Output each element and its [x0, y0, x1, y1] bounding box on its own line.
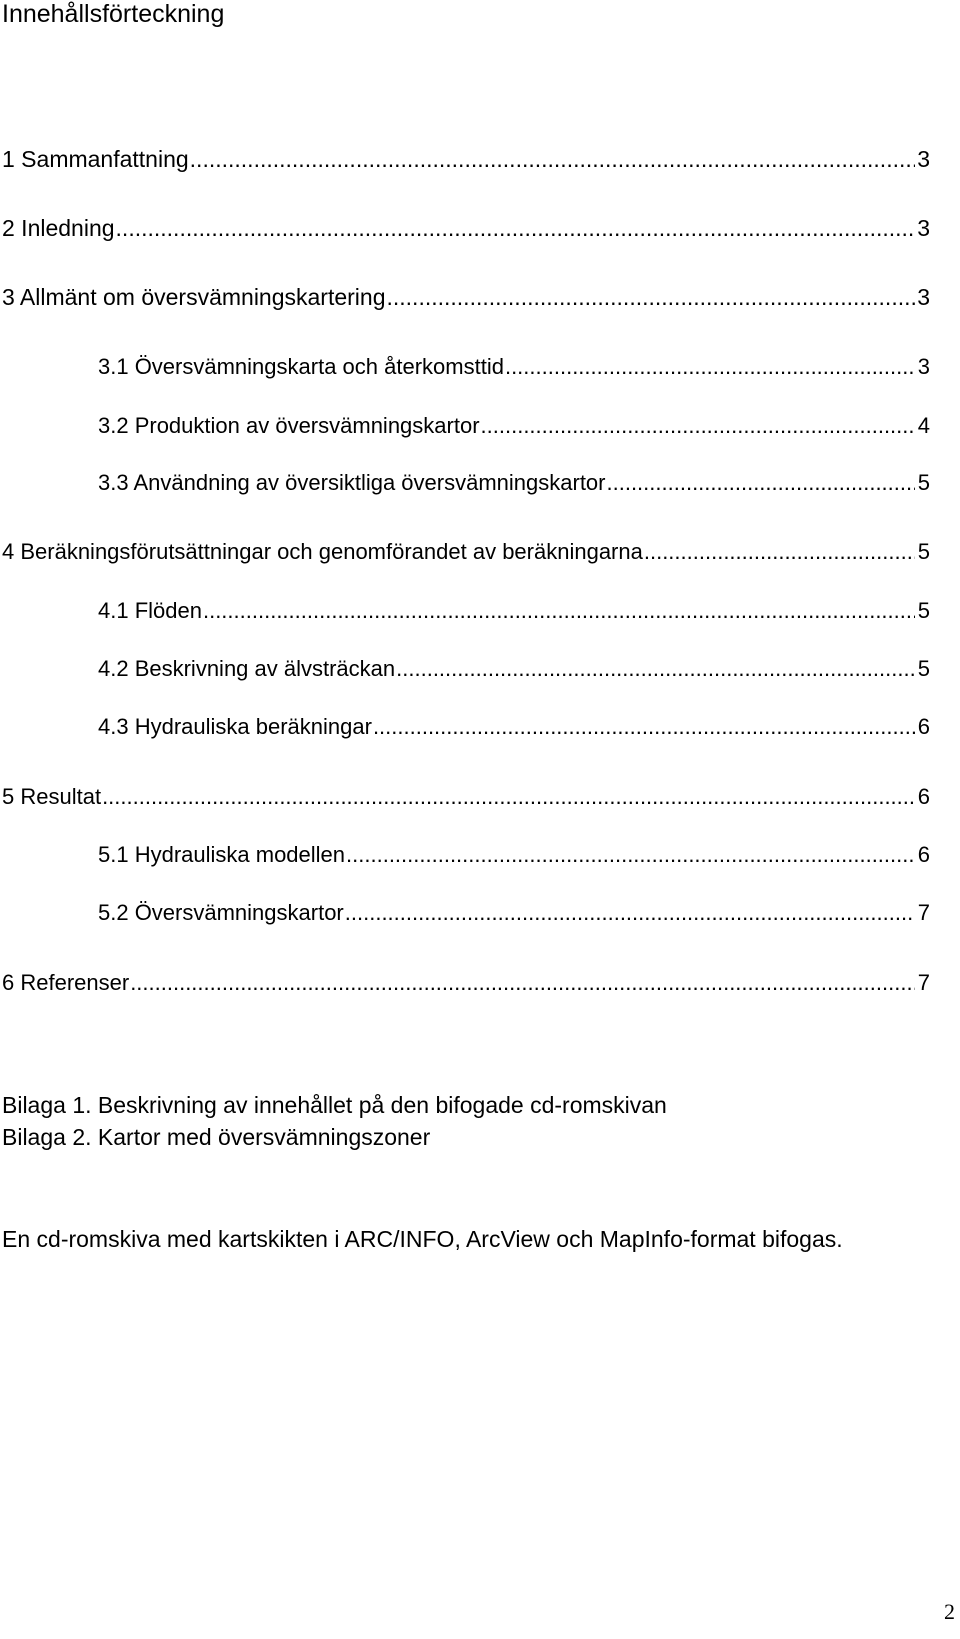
toc-entry-page: 6	[917, 842, 930, 867]
toc-entry-page: 5	[917, 598, 930, 623]
toc-entry-page: 4	[917, 413, 930, 438]
toc-entry-page: 5	[917, 539, 930, 564]
toc-entry[interactable]	[2, 284, 930, 310]
toc-leader-dots	[345, 900, 915, 926]
toc-entry[interactable]	[2, 146, 930, 172]
toc-entry-label: 4 Beräkningsförutsättningar och genomförandet av beräkningarna	[2, 539, 643, 564]
toc-leader-dots	[373, 714, 915, 740]
toc-entry-label: 1 Sammanfattning	[2, 146, 189, 172]
toc-entry-page: 3	[917, 215, 930, 241]
toc-entry-page: 3	[917, 146, 930, 172]
toc-heading: Innehållsförteckning	[2, 0, 225, 28]
toc-entry-label: 5 Resultat	[2, 784, 102, 809]
toc-entry-label: 2 Inledning	[2, 215, 115, 241]
toc-leader-dots	[481, 413, 915, 439]
toc-entry-page: 6	[917, 714, 930, 739]
toc-leader-dots	[130, 970, 915, 996]
toc-entry[interactable]	[98, 656, 930, 682]
toc-entry[interactable]	[2, 970, 930, 996]
toc-leader-dots	[607, 470, 916, 496]
toc-leader-dots	[644, 539, 915, 565]
toc-entry-label: 4.2 Beskrivning av älvsträckan	[98, 656, 396, 681]
toc-entry[interactable]	[2, 784, 930, 810]
toc-entry[interactable]	[98, 842, 930, 868]
toc-entry-page: 7	[917, 900, 930, 925]
toc-entry[interactable]	[98, 598, 930, 624]
toc-entry[interactable]	[98, 413, 930, 439]
appendix-line: Bilaga 1. Beskrivning av innehållet på den bifogade cd-romskivan	[2, 1092, 667, 1118]
page-number: 2	[944, 1599, 955, 1624]
toc-entry[interactable]	[98, 714, 930, 740]
toc-leader-dots	[203, 598, 915, 624]
toc-leader-dots	[396, 656, 915, 682]
toc-leader-dots	[116, 215, 915, 241]
toc-entry-label: 3 Allmänt om översvämningskartering	[2, 284, 386, 310]
toc-entry-page: 5	[917, 470, 930, 495]
toc-entry-page: 7	[917, 970, 930, 995]
toc-entry[interactable]	[98, 900, 930, 926]
cd-rom-note: En cd-romskiva med kartskikten i ARC/INFO, ArcView och MapInfo-format bifogas.	[2, 1226, 843, 1252]
toc-entry-page: 3	[917, 284, 930, 310]
toc-entry-label: 3.1 Översvämningskarta och återkomsttid	[98, 354, 504, 379]
toc-entry-label: 4.3 Hydrauliska beräkningar	[98, 714, 372, 739]
toc-entry[interactable]	[2, 539, 930, 565]
toc-entry[interactable]	[2, 215, 930, 241]
toc-entry-page: 3	[917, 354, 930, 379]
toc-entry-label: 6 Referenser	[2, 970, 130, 995]
toc-entry-label: 5.2 Översvämningskartor	[98, 900, 344, 925]
toc-entry-label: 4.1 Flöden	[98, 598, 202, 623]
toc-entry-page: 6	[917, 784, 930, 809]
toc-entry-label: 5.1 Hydrauliska modellen	[98, 842, 346, 867]
toc-leader-dots	[346, 842, 915, 868]
toc-leader-dots	[387, 284, 916, 310]
toc-entry-label: 3.2 Produktion av översvämningskartor	[98, 413, 480, 438]
toc-leader-dots	[190, 146, 915, 172]
toc-entry[interactable]	[98, 470, 930, 496]
toc-entry-page: 5	[917, 656, 930, 681]
toc-leader-dots	[505, 354, 915, 380]
toc-entry[interactable]	[98, 354, 930, 380]
toc-entry-label: 3.3 Användning av översiktliga översvämningskartor	[98, 470, 606, 495]
appendix-line: Bilaga 2. Kartor med översvämningszoner	[2, 1124, 431, 1150]
toc-leader-dots	[102, 784, 915, 810]
